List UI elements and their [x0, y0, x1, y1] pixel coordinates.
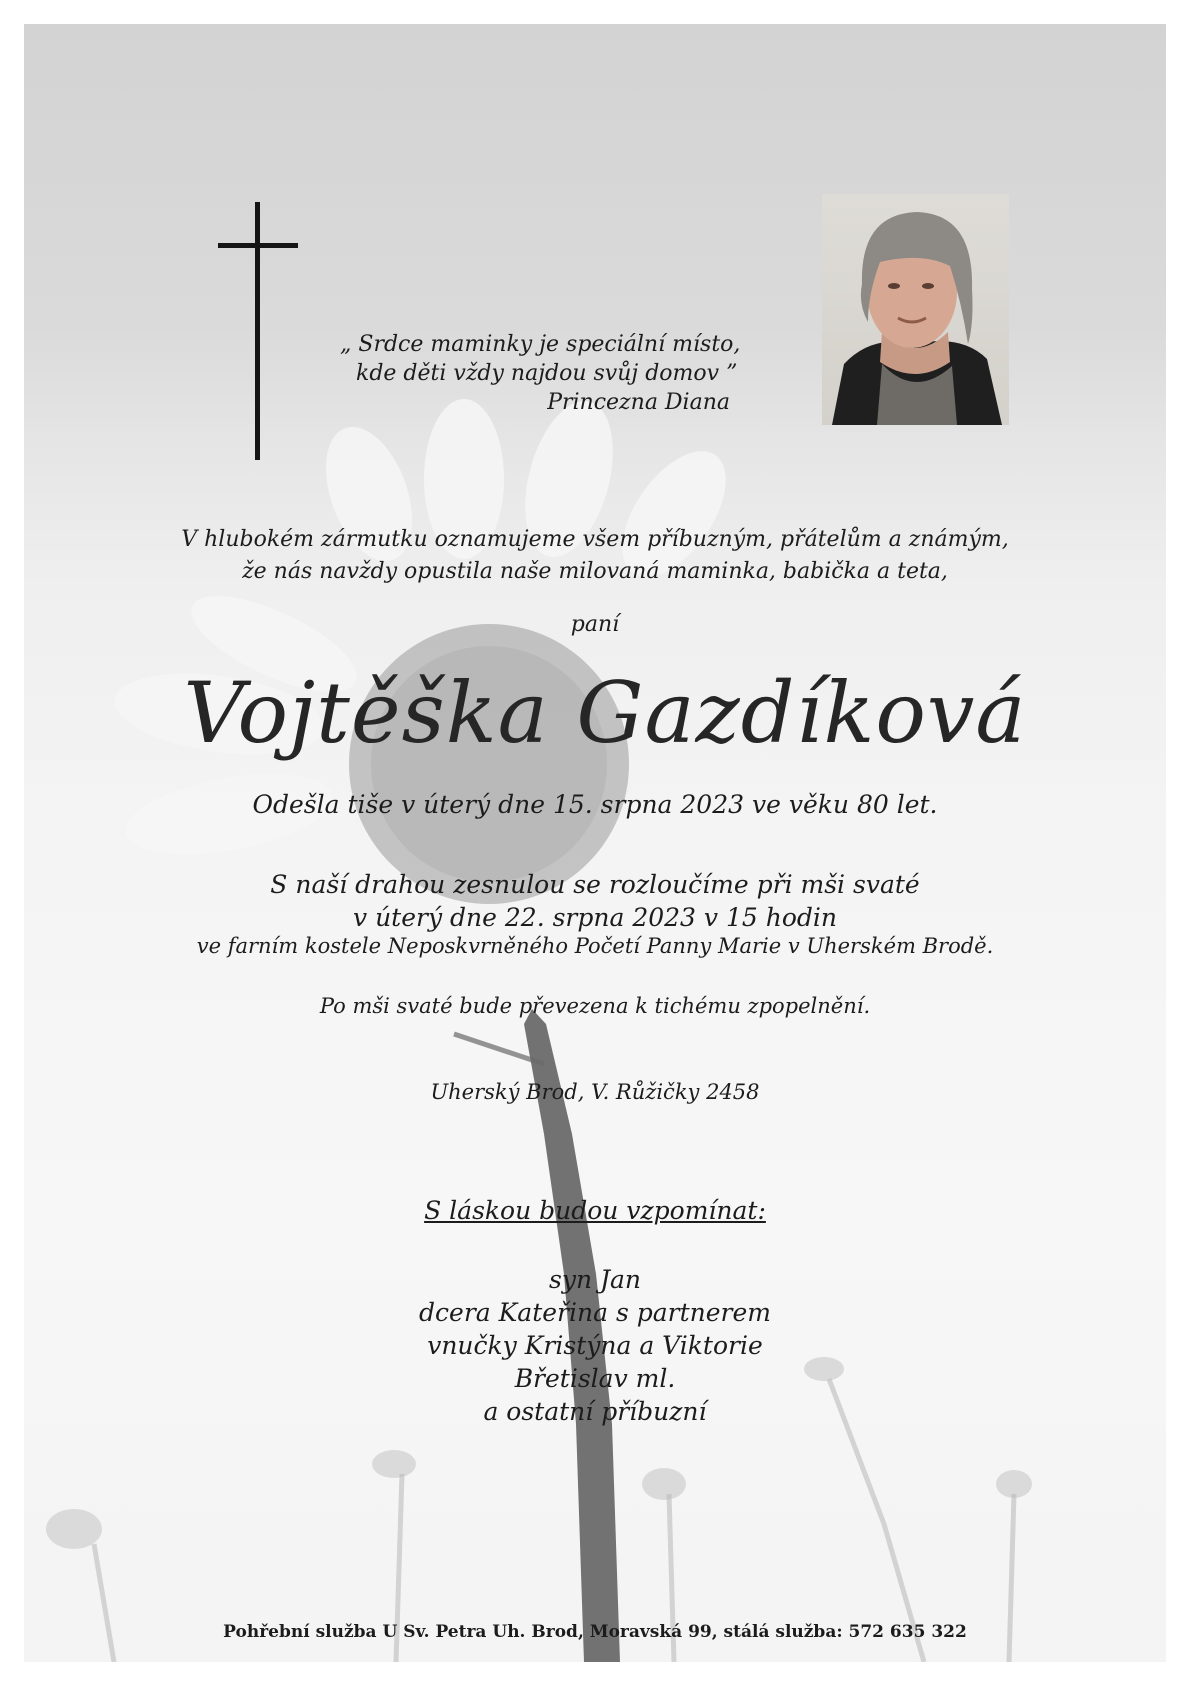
quote-line-1: „ Srdce maminky je speciální místo,: [340, 332, 741, 357]
family-address: Uherský Brod, V. Růžičky 2458: [430, 1080, 760, 1104]
mourner-item: dcera Kateřina s partnerem: [419, 1298, 771, 1327]
memorial-quote: [330, 330, 741, 417]
announcement-line-2: že nás navždy opustila naše milovaná maminka, babička a teta,: [242, 559, 948, 584]
portrait-photo: [822, 194, 1009, 425]
farewell-details: [0, 868, 1190, 934]
cremation-note: Po mši svaté bude převezena k tichému zpopelnění.: [319, 994, 871, 1018]
quote-author: Princezna Diana: [547, 390, 730, 415]
cross-icon-bar: [218, 243, 298, 248]
funeral-service-footer: Pohřební služba U Sv. Petra Uh. Brod, Moravská 99, stálá služba: 572 635 322: [223, 1622, 967, 1642]
mourners-heading: [0, 1196, 1190, 1225]
farewell-line-1: S naší drahou zesnulou se rozloučíme při mši svaté: [270, 870, 920, 899]
mourner-item: Břetislav ml.: [514, 1364, 676, 1393]
mourner-item: a ostatní příbuzní: [483, 1397, 707, 1426]
cross-icon: [255, 202, 260, 460]
church-location: ve farním kostele Neposkvrněného Početí Panny Marie v Uherském Brodě.: [196, 934, 994, 958]
mourners-heading-text: S láskou budou vzpomínat:: [424, 1196, 766, 1225]
salutation: paní: [570, 612, 620, 637]
death-notice: Odešla tiše v úterý dne 15. srpna 2023 ve věku 80 let.: [252, 790, 938, 819]
mourner-item: vnučky Kristýna a Viktorie: [427, 1331, 763, 1360]
farewell-line-2: v úterý dne 22. srpna 2023 v 15 hodin: [353, 903, 837, 932]
announcement-line-1: V hlubokém zármutku oznamujeme všem příbuzným, přátelům a známým,: [181, 527, 1009, 552]
announcement-text: [0, 524, 1190, 588]
mourner-item: syn Jan: [548, 1265, 642, 1294]
mourners-list: [0, 1263, 1190, 1428]
deceased-name: Vojtěška Gazdíková: [183, 664, 1027, 762]
quote-line-2: kde děti vždy najdou svůj domov ”: [356, 361, 738, 386]
